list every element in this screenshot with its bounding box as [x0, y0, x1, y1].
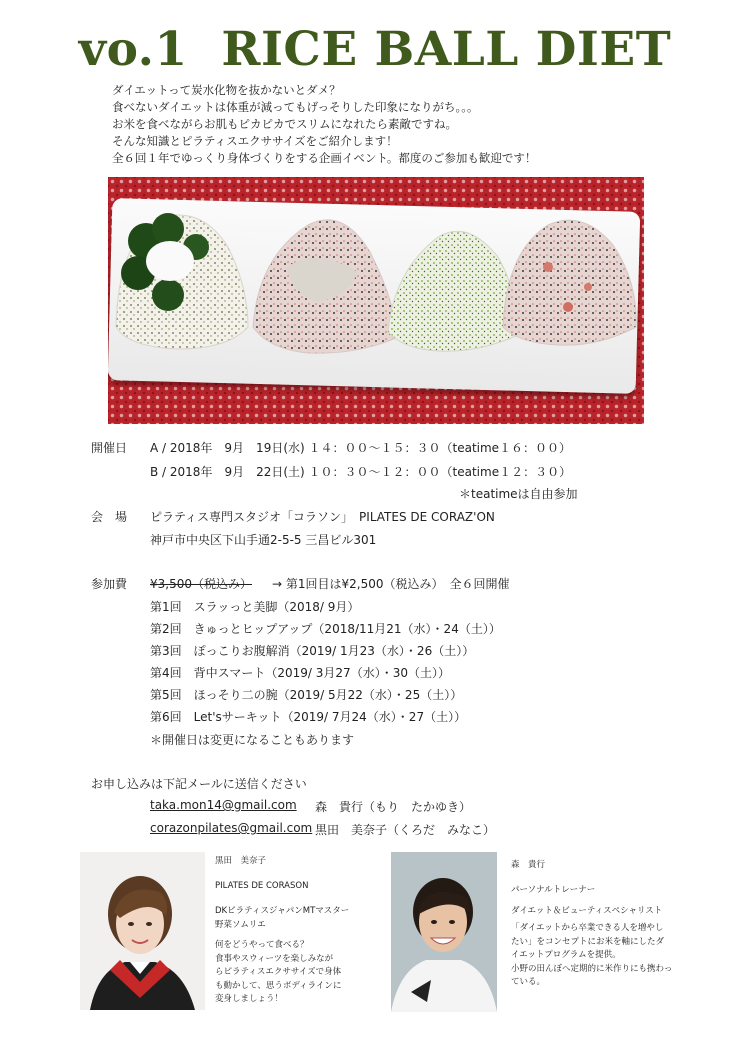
- rice-ball-greens: [388, 231, 518, 351]
- profile1-desc-line: 何をどうやって食べる？: [215, 940, 309, 950]
- session-item: 第1回 スラッっと美脚（2018/ 9月）: [150, 600, 360, 614]
- rice-ball-salmon: [503, 220, 636, 345]
- avatar-mori: [391, 852, 497, 1012]
- fee-new-price: → 第1回目は¥2,500（税込み） 全６回開催: [272, 577, 510, 591]
- teatime-note: ＊teatimeは自由参加: [459, 487, 578, 501]
- profile2-desc-line: イエットプログラムを提供。: [511, 950, 621, 960]
- intro-line: そんな知識とピラティスエクササイズをご紹介します！: [112, 134, 398, 148]
- profile2-desc: [511, 922, 672, 990]
- profile2-desc-line: たい」をコンセプトにお米を軸にしたダ: [511, 936, 665, 947]
- email-link-kuroda[interactable]: corazonpilates@gmail.com: [150, 821, 313, 835]
- profile2-desc-line: 小野の田んぼへ定期的に米作りにも携わっ: [511, 963, 673, 974]
- session-item: 第6回 Let'sサーキット（2019/ 7月24（水）・27（土））: [150, 710, 467, 724]
- profile1-studio: PILATES DE CORASON: [215, 881, 309, 891]
- date-b: B / 2018年 9月 22日(土) １０：３０～１２：００（teatime１２：３０）: [150, 465, 572, 479]
- profile1-title1: DKピラティスジャパンMTマスター: [215, 906, 350, 916]
- venue-label: 会 場: [91, 510, 128, 524]
- fee-old-price: ¥3,500（税込み）: [150, 577, 252, 591]
- profile2-name: 森 貴行: [511, 860, 546, 870]
- intro-line: ダイエットって炭水化物を抜かないとダメ？: [112, 83, 341, 97]
- email-link-mori[interactable]: taka.mon14@gmail.com: [150, 798, 297, 812]
- session-item: 第5回 ほっそり二の腕（2019/ 5月22（水）・25（土））: [150, 688, 463, 702]
- page-title: vo.1 RICE BALL DIET: [78, 22, 672, 77]
- fee-label: 参加費: [91, 577, 128, 591]
- contact-name-mori: 森 貴行（もり たかゆき）: [315, 800, 472, 814]
- profile1-desc-line: も動かして、思うボディラインに: [215, 980, 342, 991]
- profile2-role: パーソナルトレーナー: [511, 885, 596, 895]
- profile1-name: 黒田 美奈子: [215, 856, 267, 866]
- sessions-note: ＊開催日は変更になることもあります: [150, 733, 355, 747]
- profile2-specialty: ダイエット＆ビューティスペシャリスト: [511, 906, 663, 916]
- intro-text: [112, 82, 536, 167]
- profile1-desc-line: らピラティスエクササイズで身体: [215, 967, 342, 977]
- profile1-desc-line: 変身しましょう！: [215, 994, 284, 1004]
- contact-name-kuroda: 黒田 美奈子（くろだ みなこ）: [315, 823, 496, 837]
- profile1-desc: [215, 939, 341, 1007]
- venue-address: 神戸市中央区下山手通2-5-5 三昌ビル301: [150, 533, 377, 547]
- rice-balls-illustration: [108, 177, 644, 424]
- intro-line: お米を食べながらお肌もピカピカでスリムになれたら素敵ですね。: [112, 117, 457, 131]
- date-label: 開催日: [91, 441, 128, 455]
- date-a: A / 2018年 9月 19日(水) １４：００～１５：３０（teatime１６：００）: [150, 441, 572, 455]
- intro-line: 食べないダイエットは体重が減ってもげっそりした印象になりがち。。。: [112, 100, 479, 114]
- avatar-kuroda: [80, 852, 205, 1010]
- session-item: 第2回 きゅっとヒップアップ（2018/11月21（水）・24（土））: [150, 622, 501, 636]
- intro-line: 全６回１年でゆっくり身体づくりをする企画イベント。都度のご参加も歓迎です！: [112, 151, 537, 165]
- profile1-desc-line: 食事やスウィーツを楽しみなが: [215, 953, 334, 964]
- contact-heading: お申し込みは下記メールに送信ください: [91, 777, 307, 791]
- venue-name: ピラティス専門スタジオ「コラソン」 PILATES DE CORAZ'ON: [150, 510, 495, 524]
- rice-ball-photo: [108, 177, 644, 424]
- session-item: 第3回 ぽっこりお腹解消（2019/ 1月23（水）・26（土））: [150, 644, 475, 658]
- profile1-title2: 野菜ソムリエ: [215, 920, 266, 930]
- profile2-desc-line: 「ダイエットから卒業できる人を増やし: [511, 923, 664, 933]
- session-item: 第4回 背中スマート（2019/ 3月27（水）・30（土））: [150, 666, 450, 680]
- profile2-desc-line: ている。: [511, 977, 546, 987]
